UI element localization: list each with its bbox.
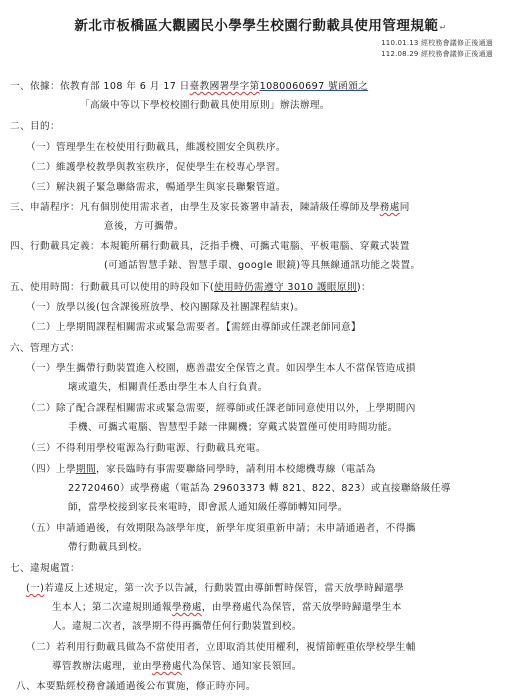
paragraph-mark: ↵ xyxy=(439,23,447,32)
section-6-item-2-line-1: （二）除了配合課程相關需求或緊急需要，經導師或任課老師同意使用以外，上學期間內 xyxy=(26,403,416,414)
section-7-heading: 七、違規處置： xyxy=(10,563,80,574)
section-8-line: 八、本要點經校務會議通過後公布實施，修正時亦同。 xyxy=(16,681,256,692)
section-6-item-5-line-2: 帶行動載具到校。 xyxy=(68,542,148,553)
section-3-line-1: 三、申請程序：凡有個別使用需求者，由學生及家長簽署申請表，陳請級任導師及學務處同 xyxy=(10,202,410,213)
section-6-item-1-line-2: 壞或遺失，相關責任悉由學生本人自行負責。 xyxy=(68,382,268,393)
section-6-item-5-line-1: （五）申請通過後，有效期限為該學年度，新學年度須重新申請；未申請通過者，不得攜 xyxy=(26,523,416,534)
section-2-item-3: （三）解決親子緊急聯絡需求，暢通學生與家長聯繫管道。 xyxy=(26,182,286,193)
section-5-item-1: （一）放學以後(包含課後班放學、校內團隊及社團課程結束)。 xyxy=(26,302,305,313)
section-1-line-2: 「高級中等以下學校校園行動載具使用原則」辦法辦理。 xyxy=(80,100,330,111)
section-6-item-4-line-1: （四）上學期間，家長臨時有事需要聯絡同學時，請利用本校總機專線（電話為 xyxy=(26,464,376,475)
section-5-item-2: （二）上學期間課程相關需求或緊急需要者。【需經由導師或任課老師同意】 xyxy=(26,322,361,333)
section-4-line-2: (可通話智慧手錶、智慧手環、google 眼鏡)等具無線通訊功能之裝置。 xyxy=(104,260,421,271)
section-4-line-1: 四、行動載具定義：本規範所稱行動載具，泛指手機、可攜式電腦、平板電腦、穿戴式裝置 xyxy=(10,241,410,252)
section-5-line-1: 五、使用時間：行動載具可以使用的時段如下(使用時仍需遵守 3010 護眼原則)： xyxy=(10,282,372,293)
section-2-heading: 二、目的： xyxy=(10,121,60,132)
section-7-item-1-line-2: 生本人；第二次違規則通報學務處，由學務處代為保管，當天放學時歸還學生本 xyxy=(52,602,402,613)
section-1-line-1: 一、依據：依教育部 108 年 6 月 17 日臺教國署學字第1080060697 號函頒之 xyxy=(10,81,369,92)
section-7-item-1-line-3: 人。違規二次者，該學期不得再攜帶任何行動裝置到校。 xyxy=(52,621,302,632)
section-6-item-1-line-1: （一）學生攜帶行動裝置進入校園，應善盡安全保管之責。如因學生本人不當保管造成損 xyxy=(26,363,416,374)
section-6-item-2-line-2: 手機、可攜式電腦、智慧型手錶一律關機；穿戴式裝置僅可使用時間功能。 xyxy=(68,422,398,433)
section-2-item-1: （一）管理學生在校使用行動載具，維護校園安全與秩序。 xyxy=(26,142,286,153)
document-title: 新北市板橋區大觀國民小學學生校園行動載具使用管理規範↵ xyxy=(74,18,447,34)
section-6-item-3: （三）不得利用學校電源為行動電源、行動載具充電。 xyxy=(26,443,266,454)
section-3-line-2: 意後，方可攜帶。 xyxy=(104,221,184,232)
section-7-item-2-line-1: （二）若利用行動載具做為不當使用者，立即取消其使用權利，視情節輕重依學校學生輔 xyxy=(26,642,416,653)
revision-note-2: 112.08.29 經校務會議修正後通過 xyxy=(381,50,493,58)
section-7-item-2-line-2: 導管教辦法處理，並由學務處代為保管、通知家長領回。 xyxy=(52,661,302,672)
section-6-item-4-line-3: 師，當學校接到家長來電時，即會派人通知級任導師轉知同學。 xyxy=(68,502,348,513)
section-7-item-1-line-1: (一)若違反上述規定，第一次予以告誡，行動裝置由導師暫時保管，當天放學時歸還學 xyxy=(26,583,405,594)
revision-note-1: 110.01.13 經校務會議修正後通過 xyxy=(381,39,493,47)
section-2-item-2: （二）維護學校教學與教室秩序，促使學生在校專心學習。 xyxy=(26,162,286,173)
section-6-heading: 六、管理方式： xyxy=(10,343,80,354)
section-6-item-4-line-2: 22720460）或學務處（電話為 29603373 轉 821、822、823）或直接聯絡級任導 xyxy=(68,483,451,494)
